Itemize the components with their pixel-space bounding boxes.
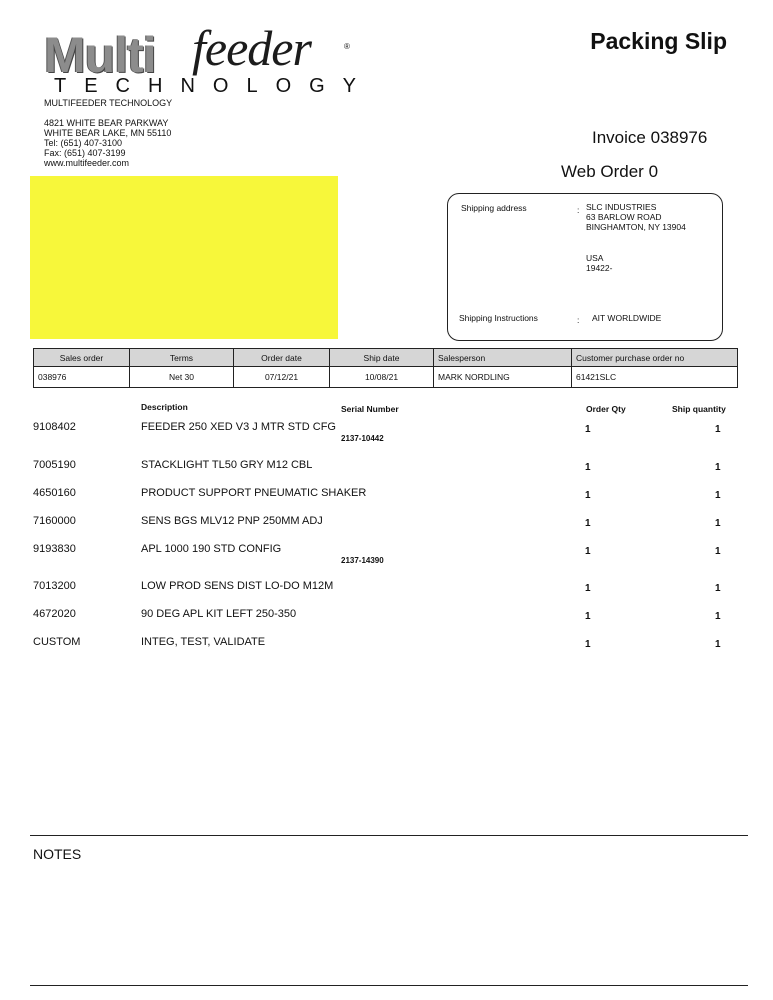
item-code: 9193830 [33,543,76,555]
item-description: PRODUCT SUPPORT PNEUMATIC SHAKER [141,487,367,499]
item-description: SENS BGS MLV12 PNP 250MM ADJ [141,515,323,527]
invoice-label: Invoice [592,128,646,147]
value-order-date: 07/12/21 [234,367,330,388]
logo-feeder: feeder [192,20,311,76]
column-order-qty: Order Qty [586,404,626,414]
item-row [0,580,773,600]
value-terms: Net 30 [130,367,234,388]
company-name: MULTIFEEDER TECHNOLOGY [44,98,173,108]
shipping-line-2: 63 BARLOW ROAD [586,212,662,222]
item-ship-qty: 1 [715,639,721,650]
item-description: INTEG, TEST, VALIDATE [141,636,266,648]
item-description: STACKLIGHT TL50 GRY M12 CBL [141,459,313,471]
item-ship-qty: 1 [715,611,721,622]
logo-multi: Multi [44,27,156,83]
item-order-qty: 1 [585,546,591,557]
item-ship-qty: 1 [715,546,721,557]
item-serial-number: 2137-10442 [341,434,384,443]
column-serial-number: Serial Number [341,404,399,414]
item-order-qty: 1 [585,518,591,529]
item-order-qty: 1 [585,490,591,501]
item-order-qty: 1 [585,611,591,622]
item-ship-qty: 1 [715,462,721,473]
company-web: www.multifeeder.com [44,158,130,168]
notes-divider-bottom [30,985,748,986]
item-row [0,636,773,656]
shipping-zip: 19422- [586,263,613,273]
header-salesperson: Salesperson [434,349,572,367]
value-ship-date: 10/08/21 [330,367,434,388]
notes-divider-top [30,835,748,836]
invoice-line [592,128,707,148]
header-terms: Terms [130,349,234,367]
item-ship-qty: 1 [715,490,721,501]
value-salesperson: MARK NORDLING [434,367,572,388]
item-row [0,459,773,479]
item-row [0,515,773,535]
shipping-address-colon: : [577,205,580,215]
item-row [0,543,773,563]
item-serial-number: 2137-14390 [341,556,384,565]
item-ship-qty: 1 [715,518,721,529]
value-customer-po: 61421SLC [572,367,738,388]
item-code: 9108402 [33,421,76,433]
logo-registered-mark: ® [344,42,350,51]
item-code: 7013200 [33,580,76,592]
item-row [0,608,773,628]
company-tel: Tel: (651) 407-3100 [44,138,123,148]
item-code: 4650160 [33,487,76,499]
item-description: 90 DEG APL KIT LEFT 250-350 [141,608,297,620]
item-row [0,421,773,441]
item-code: 7160000 [33,515,76,527]
company-fax: Fax: (651) 407-3199 [44,148,126,158]
shipping-address-label: Shipping address [461,203,527,213]
shipping-instructions: AIT WORLDWIDE [592,313,662,323]
column-ship-quantity: Ship quantity [672,404,726,414]
item-description: LOW PROD SENS DIST LO-DO M12M [141,580,334,592]
item-row [0,487,773,507]
column-description: Description [141,402,188,412]
shipping-line-1: SLC INDUSTRIES [586,202,657,212]
header-sales-order: Sales order [34,349,130,367]
item-code: 7005190 [33,459,76,471]
company-address-1: 4821 WHITE BEAR PARKWAY [44,118,169,128]
company-address-2: WHITE BEAR LAKE, MN 55110 [44,128,172,138]
value-sales-order: 038976 [34,367,130,388]
notes-label: NOTES [33,846,82,862]
document-title: Packing Slip [590,28,727,54]
shipping-instructions-colon: : [577,315,580,325]
order-info-header-row [34,349,738,367]
web-order-line [561,162,658,182]
header-ship-date: Ship date [330,349,434,367]
item-description: APL 1000 190 STD CONFIG [141,543,282,555]
item-description: FEEDER 250 XED V3 J MTR STD CFG [141,421,336,433]
invoice-number: 038976 [650,128,708,147]
shipping-line-3: BINGHAMTON, NY 13904 [586,222,686,232]
item-order-qty: 1 [585,639,591,650]
order-info-table [33,348,738,388]
logo-technology: TECHNOLOGY [54,75,375,97]
shipping-country: USA [586,253,604,263]
web-order-label: Web Order [561,162,644,181]
order-info-value-row [34,367,738,388]
web-order-number: 0 [648,162,659,181]
item-order-qty: 1 [585,583,591,594]
item-code: 4672020 [33,608,76,620]
item-ship-qty: 1 [715,424,721,435]
highlight-block [30,176,338,339]
header-customer-po: Customer purchase order no [572,349,738,367]
item-ship-qty: 1 [715,583,721,594]
item-order-qty: 1 [585,462,591,473]
shipping-instructions-label: Shipping Instructions [459,313,538,323]
header-order-date: Order date [234,349,330,367]
item-code: CUSTOM [33,636,81,648]
item-order-qty: 1 [585,424,591,435]
